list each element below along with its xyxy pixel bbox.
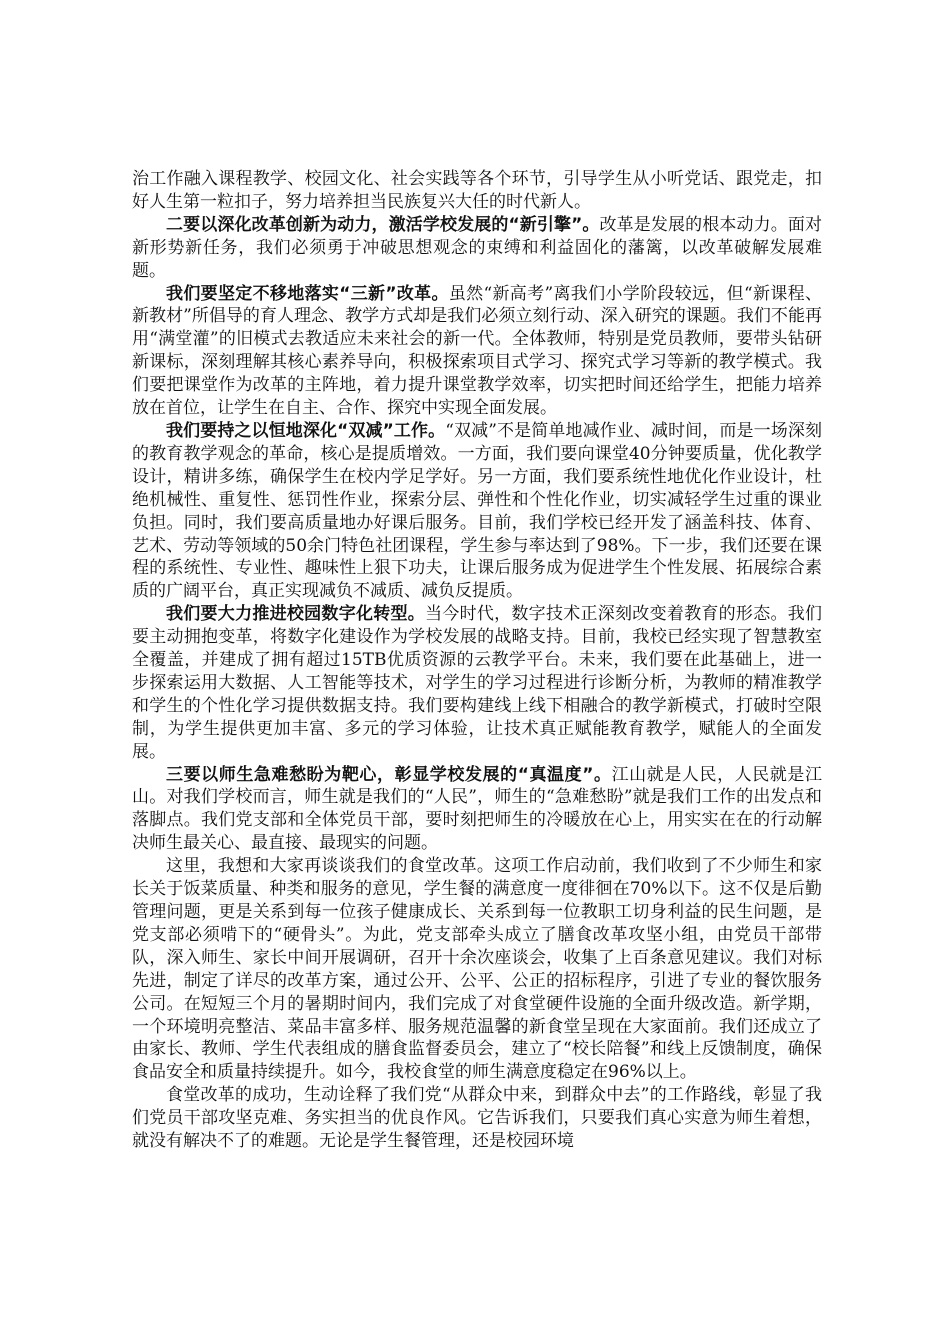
paragraph-1 [132,168,822,214]
paragraph-4-body: “双减”不是简单地减作业、减时间，而是一场深刻的教育教学观念的革命，核心是提质增效。一方面，我们要向课堂40分钟要质量，优化教学设计，精讲多练，确保学生在校内学足学好。另一方面，我们要系统性地优化作业设计，杜绝机械性、重复性、惩罚性作业，探索分层、弹性和个性化作业，切实减轻学生过重的课业负担。同时，我们要高质量地办好课后服务。目前，我们学校已经开发了涵盖科技、体育、艺术、劳动等领域的50余门特色社团课程，学生参与率达到了98%。下一步，我们还要在课程的系统性、专业性、趣味性上狠下功夫，让课后服务成为促进学生个性发展、拓展综合素质的广阔平台，真正实现减负不减质、减负反提质。 [132,420,822,602]
paragraph-7 [132,855,822,1084]
paragraph-2-lead: 二要以深化改革创新为动力，激活学校发展的“新引擎”。 [166,214,600,235]
paragraph-1-body: 治工作融入课程教学、校园文化、社会实践等各个环节，引导学生从小听党话、跟党走，扣好人生第一粒扣子，努力培养担当民族复兴大任的时代新人。 [132,169,822,212]
paragraph-4-lead: 我们要持之以恒地深化“双减”工作。 [166,420,446,441]
paragraph-6-lead: 三要以师生急难愁盼为靶心，彰显学校发展的“真温度”。 [166,764,612,785]
paragraph-3-body: 虽然“新高考”离我们小学阶段较远，但“新课程、新教材”所倡导的育人理念、教学方式却是我们必须立刻行动、深入研究的课题。我们不能再用“满堂灌”的旧模式去教适应未来社会的新一代。全体教师，特别是党员教师，要带头钻研新课标，深刻理解其核心素养导向，积极探索项目式学习、探究式学习等新的教学模式。我们要把课堂作为改革的主阵地，着力提升课堂教学效率，切实把时间还给学生，把能力培养放在首位，让学生在自主、合作、探究中实现全面发展。 [132,283,822,419]
paragraph-2 [132,214,822,283]
paragraph-8 [132,1084,822,1153]
paragraph-6-body: 江山就是人民，人民就是江山。对我们学校而言，师生就是我们的“人民”，师生的“急难愁盼”就是我们工作的出发点和落脚点。我们党支部和全体党员干部，要时刻把师生的冷暖放在心上，用实实在在的行动解决师生最关心、最直接、最现实的问题。 [132,764,822,854]
paragraph-3-lead: 我们要坚定不移地落实“三新”改革。 [166,283,449,304]
paragraph-5-body: 当今时代，数字技术正深刻改变着教育的形态。我们要主动拥抱变革，将数字化建设作为学校发展的战略支持。目前，我校已经实现了智慧教室全覆盖，并建成了拥有超过15TB优质资源的云教学平台。未来，我们要在此基础上，进一步探索运用大数据、人工智能等技术，对学生的学习过程进行诊断分析，为教师的精准教学和学生的个性化学习提供数据支持。我们要构建线上线下相融合的教学新模式，打破时空限制，为学生提供更加丰富、多元的学习体验，让技术真正赋能教育教学，赋能人的全面发展。 [132,604,823,762]
paragraph-5-lead: 我们要大力推进校园数字化转型。 [166,604,426,625]
paragraph-2-body: 改革是发展的根本动力。面对新形势新任务，我们必须勇于冲破思想观念的束缚和利益固化的藩篱，以改革破解发展难题。 [132,214,822,281]
document-page [132,168,822,1153]
paragraph-3 [132,283,822,420]
paragraph-7-body: 这里，我想和大家再谈谈我们的食堂改革。这项工作启动前，我们收到了不少师生和家长关于饭菜质量、种类和服务的意见，学生餐的满意度一度徘徊在70%以下。这不仅是后勤管理问题，更是关系到每一位孩子健康成长、关系到每一位教职工切身利益的民生问题，是党支部必须啃下的“硬骨头”。为此，党支部牵头成立了膳食改革攻坚小组，由党员干部带队，深入师生、家长中间开展调研，召开十余次座谈会，收集了上百条意见建议。我们对标先进，制定了详尽的改革方案，通过公开、公平、公正的招标程序，引进了专业的餐饮服务公司。在短短三个月的暑期时间内，我们完成了对食堂硬件设施的全面升级改造。新学期，一个环境明亮整洁、菜品丰富多样、服务规范温馨的新食堂呈现在大家面前。我们还成立了由家长、教师、学生代表组成的膳食监督委员会，建立了“校长陪餐”和线上反馈制度，确保食品安全和质量持续提升。如今，我校食堂的师生满意度稳定在96%以上。 [132,856,822,1083]
paragraph-4 [132,420,822,603]
paragraph-5 [132,603,822,763]
paragraph-6 [132,764,822,856]
paragraph-8-body: 食堂改革的成功，生动诠释了我们党“从群众中来，到群众中去”的工作路线，彰显了我们党员干部攻坚克难、务实担当的优良作风。它告诉我们，只要我们真心实意为师生着想，就没有解决不了的难题。无论是学生餐管理，还是校园环境 [132,1085,822,1152]
